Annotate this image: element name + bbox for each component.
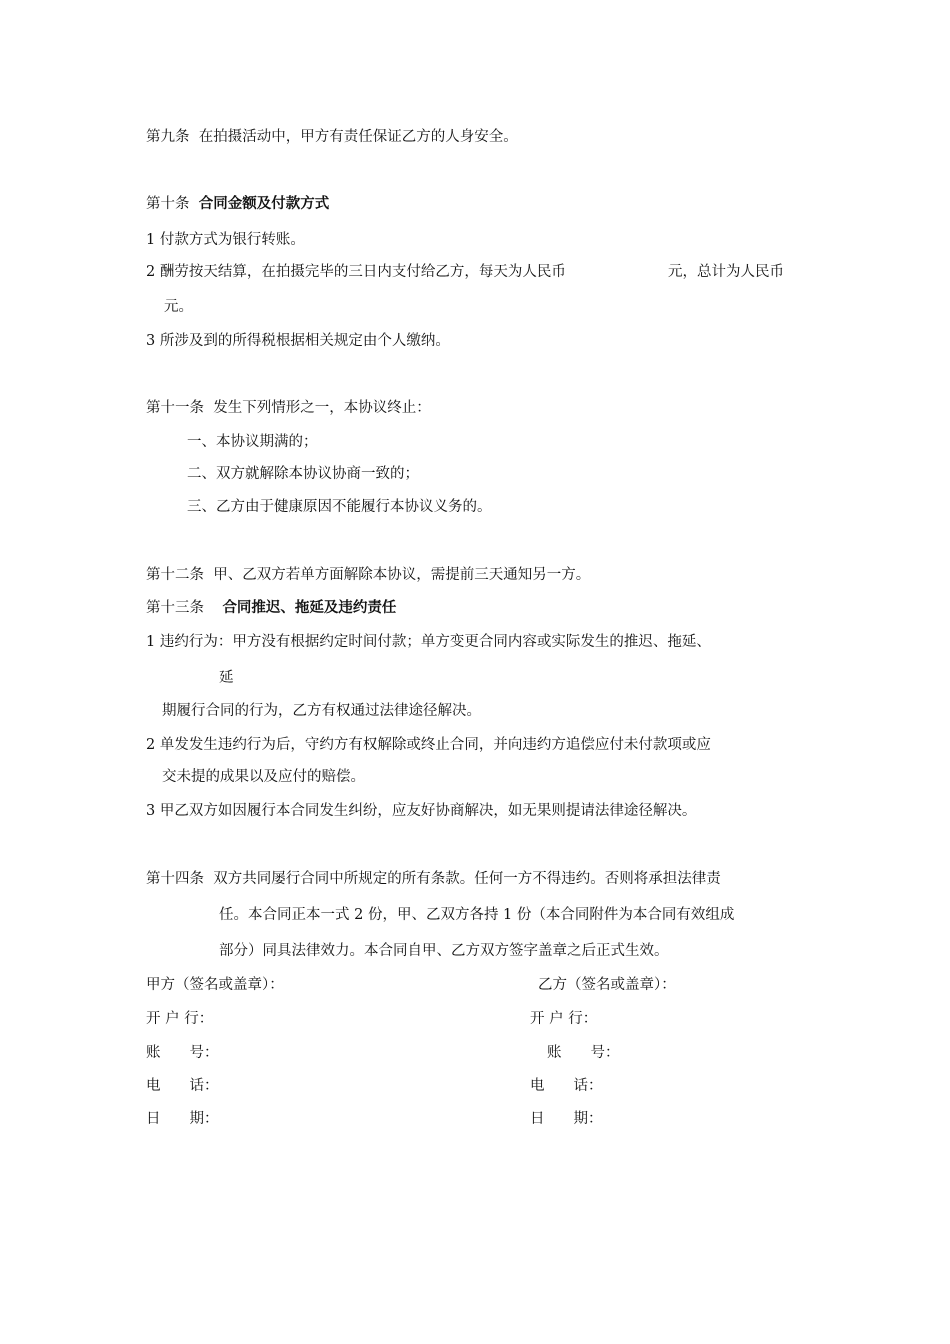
party-b-signature-title: 乙方（签名或盖章）： <box>538 977 676 993</box>
party-b-account: 账 号： <box>547 1045 620 1061</box>
article-9-label: 第九条 <box>146 129 190 145</box>
article-10-item-2-line-1: 2 酬劳按天结算，在拍摄完毕的三日内支付给乙方，每天为人民币 <box>146 264 566 280</box>
party-a-account: 账 号： <box>146 1045 219 1061</box>
article-13-item-2-line-1: 2 单发发生违约行为后，守约方有权解除或终止合同，并向违约方追偿应付未付款项或应 <box>146 737 711 753</box>
article-9 <box>146 127 518 147</box>
article-14-line-1 <box>146 869 721 889</box>
party-b-bank: 开 户 行： <box>530 1011 598 1027</box>
article-10-heading <box>146 194 329 214</box>
article-9-text: 在拍摄活动中，甲方有责任保证乙方的人身安全。 <box>198 129 518 145</box>
party-b-phone: 电 话： <box>530 1078 603 1094</box>
article-10-title: 合同金额及付款方式 <box>198 195 330 212</box>
article-13-item-1-line-1: 1 违约行为：甲方没有根据约定时间付款；单方变更合同内容或实际发生的推迟、拖延、 <box>146 634 711 650</box>
article-11-item-1: 一、本协议期满的； <box>187 434 318 450</box>
article-12-label: 第十二条 <box>146 567 204 583</box>
article-11-item-2: 二、双方就解除本协议协商一致的； <box>187 466 419 482</box>
party-a-signature-title: 甲方（签名或盖章）： <box>146 977 284 993</box>
article-12-text: 甲、乙双方若单方面解除本协议，需提前三天通知另一方。 <box>213 567 591 583</box>
article-13-item-2-line-2: 交未提的成果以及应付的赔偿。 <box>162 769 365 785</box>
article-14-text-1: 双方共同屡行合同中所规定的所有条款。任何一方不得违约。否则将承担法律责 <box>213 871 721 887</box>
article-14-line-3: 部分）同具法律效力。本合同自甲、乙方双方签字盖章之后正式生效。 <box>219 943 669 959</box>
article-11-item-3: 三、乙方由于健康原因不能履行本协议义务的。 <box>187 499 492 515</box>
article-11-text: 发生下列情形之一，本协议终止： <box>213 400 431 416</box>
article-13-item-1-line-3: 期履行合同的行为，乙方有权通过法律途径解决。 <box>162 703 481 719</box>
party-b-date: 日 期： <box>530 1111 603 1127</box>
party-a-date: 日 期： <box>146 1111 219 1127</box>
article-13-item-3: 3 甲乙双方如因履行本合同发生纠纷，应友好协商解决，如无果则提请法律途径解决。 <box>146 803 697 819</box>
article-10-item-1: 1 付款方式为银行转账。 <box>146 232 305 248</box>
article-10-item-2-total: 元，总计为人民币 <box>668 264 784 280</box>
article-10-item-3: 3 所涉及到的所得税根据相关规定由个人缴纳。 <box>146 333 450 349</box>
article-10-item-2-line-2: 元。 <box>164 299 193 315</box>
article-11-label: 第十一条 <box>146 400 204 416</box>
article-12 <box>146 565 590 585</box>
article-13-heading <box>146 598 396 618</box>
article-14-label: 第十四条 <box>146 871 204 887</box>
article-10-label: 第十条 <box>146 196 190 212</box>
party-a-phone: 电 话： <box>146 1078 219 1094</box>
article-11-heading <box>146 398 431 418</box>
article-13-item-1-line-2: 延 <box>219 670 234 686</box>
article-13-title: 合同推迟、拖延及违约责任 <box>222 599 397 616</box>
article-13-label: 第十三条 <box>146 600 204 616</box>
party-a-bank: 开 户 行： <box>146 1011 214 1027</box>
article-14-line-2: 任。本合同正本一式 2 份，甲、乙双方各持 1 份（本合同附件为本合同有效组成 <box>219 907 735 923</box>
